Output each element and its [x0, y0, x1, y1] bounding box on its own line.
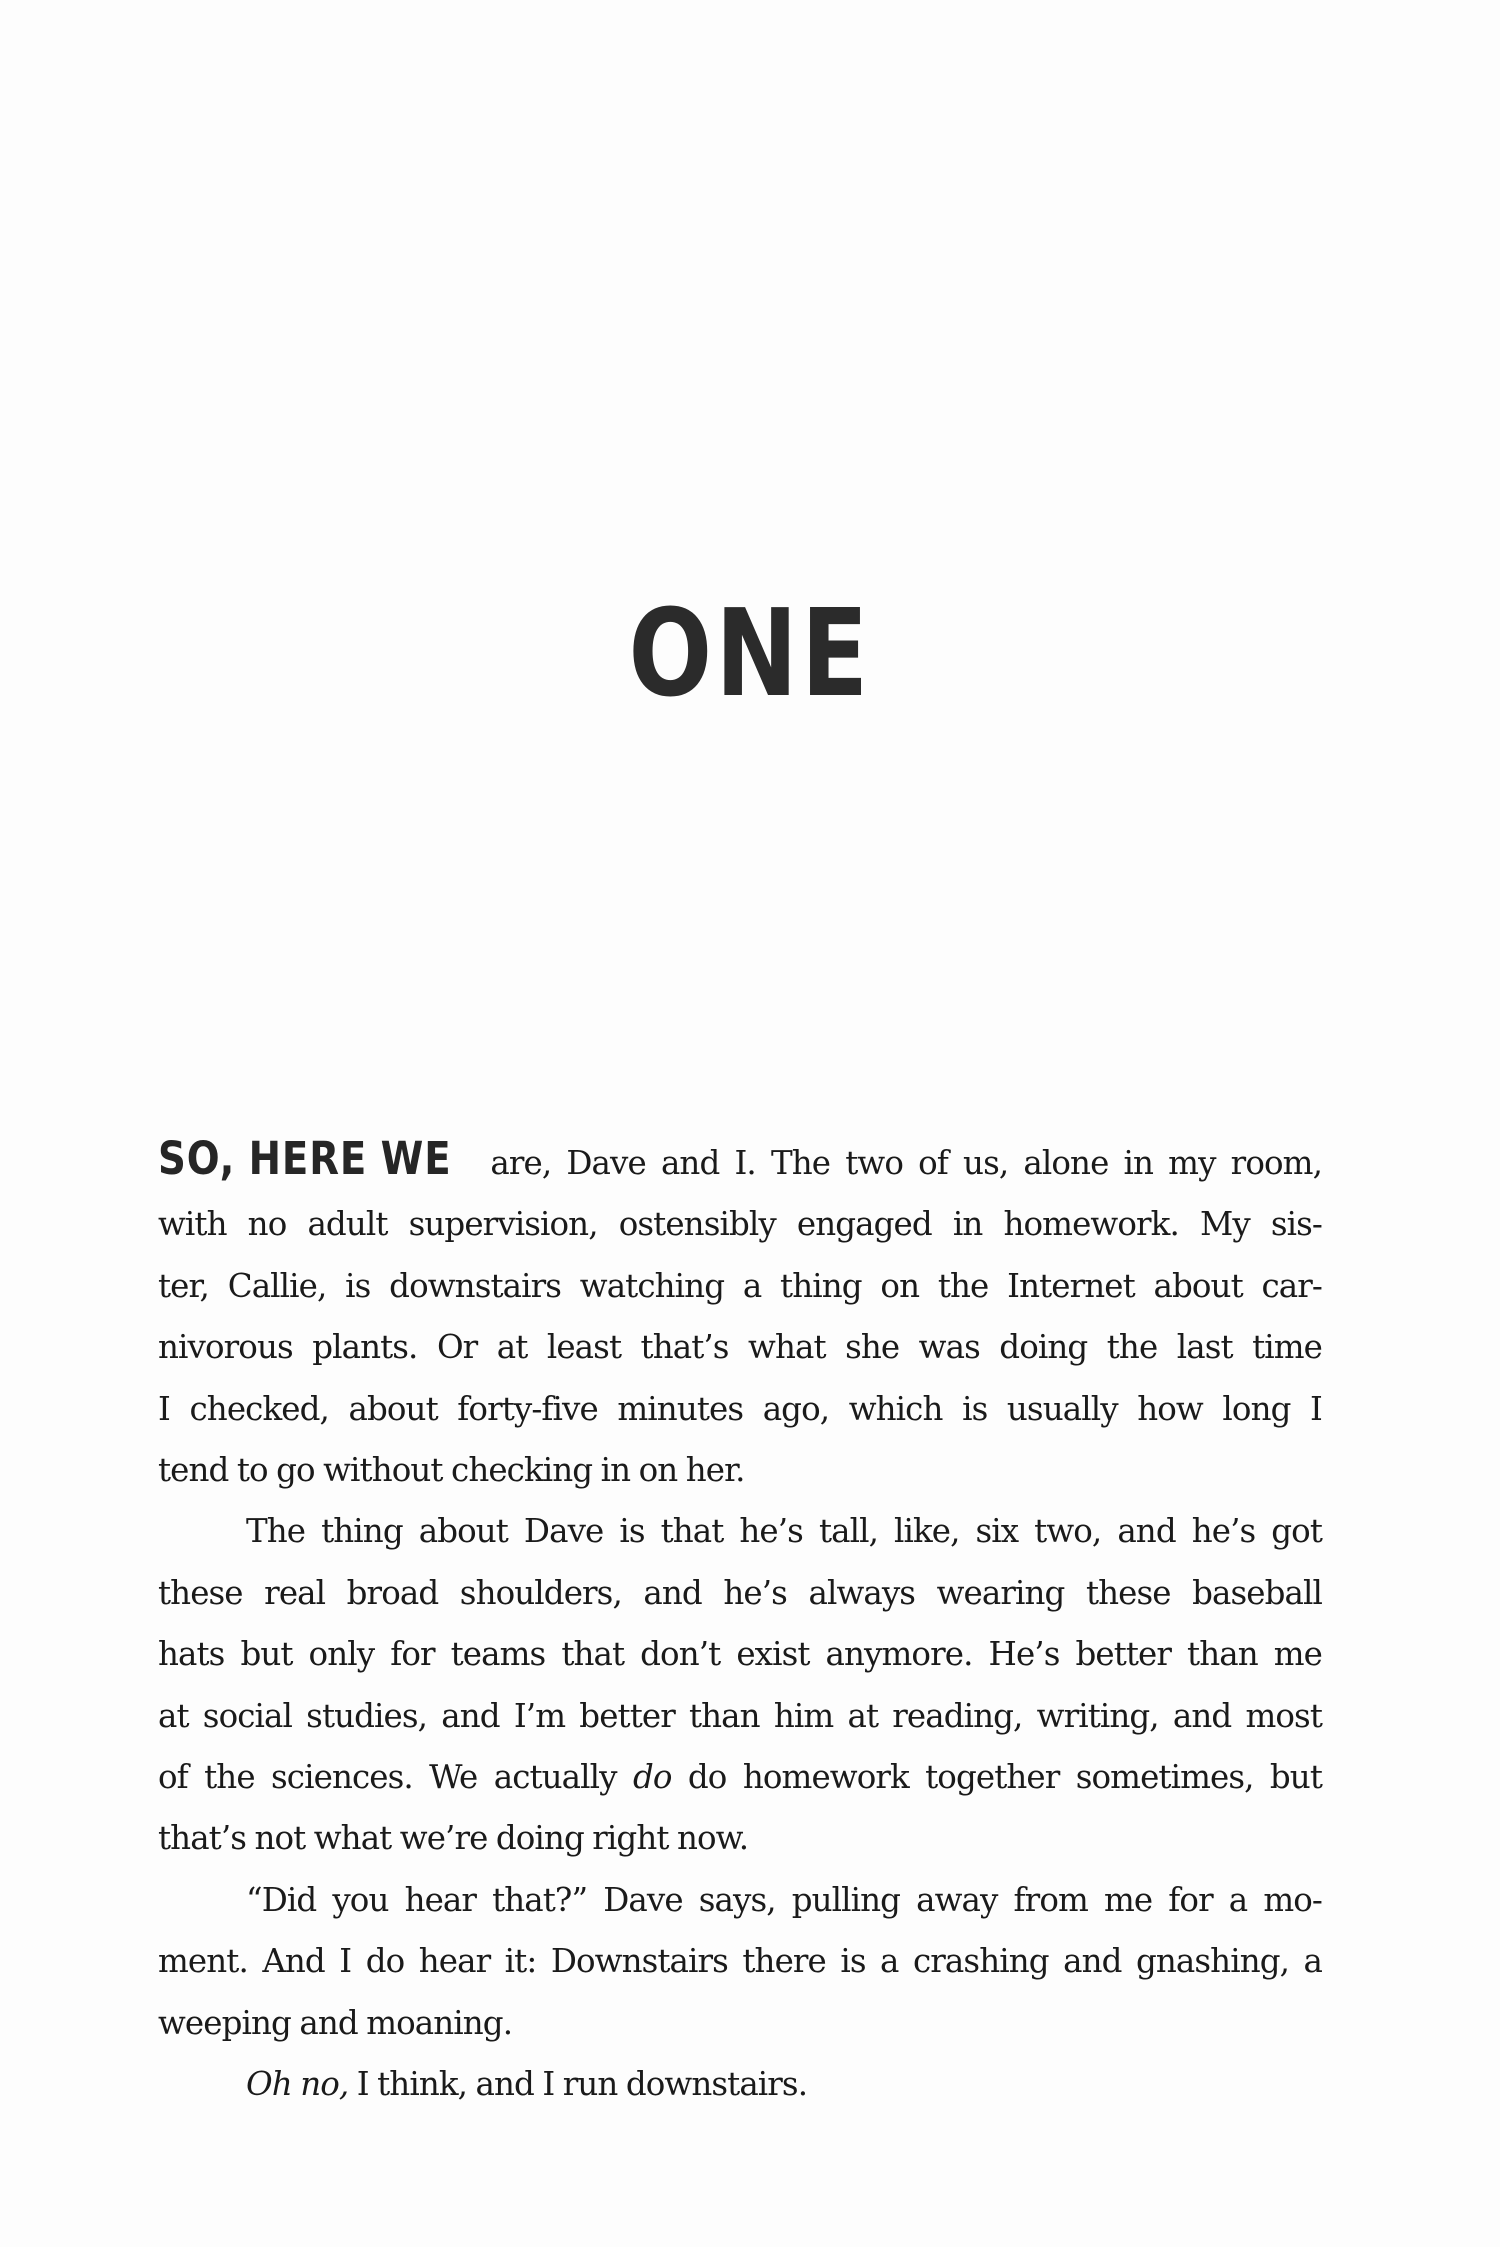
- paragraph-line: that’s not what we’re doing right now.: [158, 1819, 749, 1858]
- paragraph-4: [158, 2054, 1322, 2115]
- paragraph-line: I checked, about forty-five minutes ago, which is usually how long I: [158, 1389, 1322, 1428]
- paragraph-line: with no adult supervision, ostensibly engaged in homework. My sis-: [158, 1205, 1322, 1244]
- paragraph-line: tend to go without checking in on her.: [158, 1451, 745, 1490]
- paragraph-line: these real broad shoulders, and he’s always wearing these baseball: [158, 1573, 1322, 1612]
- paragraph-line: ment. And I do hear it: Downstairs there is a crashing and gnashing, a: [158, 1942, 1322, 1981]
- paragraph-line: [158, 2054, 1322, 2115]
- paragraph-line: nivorous plants. Or at least that’s what she was doing the last time: [158, 1328, 1322, 1367]
- paragraph-line: [158, 1747, 1322, 1808]
- paragraph-line: “Did you hear that?” Dave says, pulling away from me for a mo-: [246, 1880, 1322, 1919]
- paragraph-line: ter, Callie, is downstairs watching a thing on the Internet about car-: [158, 1266, 1322, 1305]
- emphasis: do: [632, 1758, 672, 1797]
- paragraph-line: [158, 1128, 1322, 1194]
- paragraph-line: hats but only for teams that don’t exist anymore. He’s better than me: [158, 1635, 1322, 1674]
- chapter-body: [158, 1128, 1322, 2116]
- paragraph-line: weeping and moaning.: [158, 2003, 513, 2042]
- lead-in: SO, HERE WE: [158, 1132, 452, 1185]
- paragraph-2: [158, 1501, 1322, 1869]
- paragraph-3: [158, 1870, 1322, 2054]
- paragraph-line: The thing about Dave is that he’s tall, like, six two, and he’s got: [246, 1512, 1322, 1551]
- line-text: do homework together sometimes, but: [671, 1758, 1322, 1797]
- paragraph-1: [158, 1128, 1322, 1501]
- emphasis: Oh no,: [246, 2065, 349, 2104]
- line-text: I think, and I run downstairs.: [348, 2065, 808, 2104]
- chapter-title: ONE: [628, 585, 872, 724]
- line-text: of the sciences. We actually: [158, 1758, 633, 1797]
- paragraph-line: at social studies, and I’m better than him at reading, writing, and most: [158, 1696, 1322, 1735]
- line-text: are, Dave and I. The two of us, alone in my room,: [475, 1144, 1322, 1182]
